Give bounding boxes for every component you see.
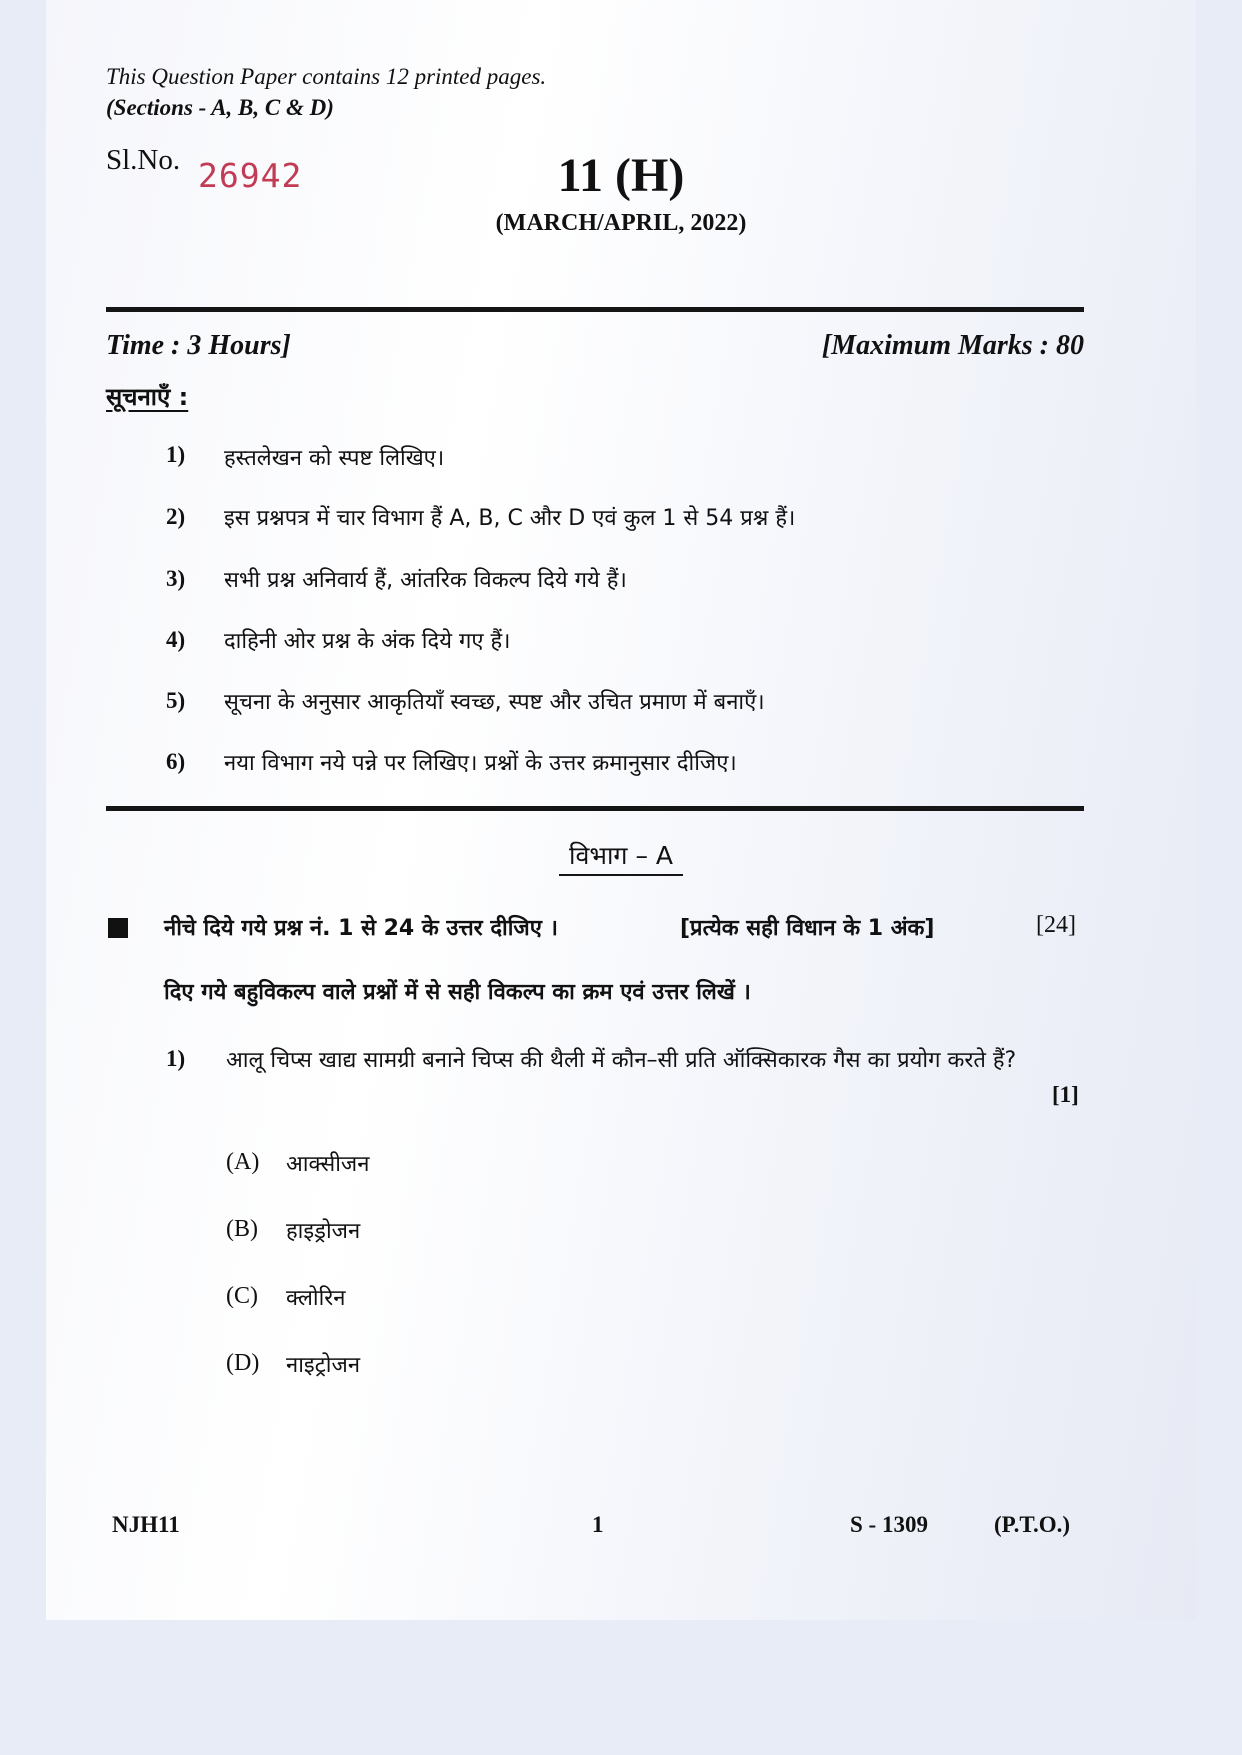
- option-text: हाइड्रोजन: [286, 1219, 361, 1244]
- instructions-title: सूचनाएँ :: [106, 383, 189, 411]
- pages-note: This Question Paper contains 12 printed pages.: [106, 64, 547, 89]
- instruction-number: 4): [166, 627, 186, 652]
- instructions-divider: [106, 806, 1084, 811]
- option-text: आक्सीजन: [286, 1152, 370, 1177]
- instruction-text: सूचना के अनुसार आकृतियाँ स्वच्छ, स्पष्ट और उचित प्रमाण में बनाएँ।: [224, 690, 765, 715]
- square-bullet-icon: [108, 918, 128, 938]
- question-number: 1): [166, 1046, 186, 1071]
- sections-note: (Sections - A, B, C & D): [106, 95, 334, 120]
- exam-session: (MARCH/APRIL, 2022): [495, 210, 747, 236]
- subject-code: 11 (H): [557, 149, 685, 202]
- option-letter: (B): [226, 1216, 258, 1242]
- instruction-text: दाहिनी ओर प्रश्न के अंक दिये गए हैं।: [224, 629, 511, 654]
- instruction-number: 3): [166, 566, 186, 591]
- instruction-number: 1): [166, 442, 186, 467]
- instruction-text: सभी प्रश्न अनिवार्य हैं, आंतरिक विकल्प दिये गये हैं।: [224, 568, 627, 593]
- series-code: S - 1309: [850, 1512, 928, 1537]
- section-total-marks: [24]: [1036, 912, 1076, 938]
- page-number: 1: [592, 1512, 604, 1537]
- marks-per-answer-note: [प्रत्येक सही विधान के 1 अंक]: [680, 916, 935, 941]
- section-a-title: [0, 838, 1242, 872]
- instruction-text: इस प्रश्नपत्र में चार विभाग हैं A, B, C और D एवं कुल 1 से 54 प्रश्न हैं।: [224, 506, 796, 531]
- time-allowed: Time : 3 Hours]: [106, 330, 291, 361]
- option-text: क्लोरिन: [286, 1286, 346, 1311]
- question-text: आलू चिप्स खाद्य सामग्री बनाने चिप्स की थैली में कौन–सी प्रति ऑक्सिकारक गैस का प्रयोग करते हैं?: [226, 1048, 1017, 1073]
- serial-number-label: Sl.No.: [106, 144, 181, 176]
- option-letter: (A): [226, 1149, 260, 1175]
- option-letter: (D): [226, 1350, 260, 1376]
- instruction-number: 6): [166, 749, 186, 774]
- paper-code: NJH11: [112, 1512, 180, 1537]
- section-direction: नीचे दिये गये प्रश्न नं. 1 से 24 के उत्तर दीजिए ।: [164, 916, 558, 941]
- section-a-title-text: विभाग – A: [559, 841, 683, 876]
- instruction-text: हस्तलेखन को स्पष्ट लिखिए।: [224, 446, 445, 471]
- header-divider: [106, 307, 1084, 312]
- instruction-number: 5): [166, 688, 186, 713]
- maximum-marks: [Maximum Marks : 80: [821, 330, 1084, 361]
- serial-number-stamp: 26942: [198, 156, 303, 195]
- question-marks: [1]: [1052, 1082, 1079, 1107]
- please-turn-over: (P.T.O.): [994, 1512, 1071, 1537]
- option-letter: (C): [226, 1283, 258, 1309]
- option-text: नाइट्रोजन: [286, 1353, 361, 1378]
- instruction-text: नया विभाग नये पन्ने पर लिखिए। प्रश्नों के उत्तर क्रमानुसार दीजिए।: [224, 751, 737, 776]
- section-direction-mcq: दिए गये बहुविकल्प वाले प्रश्नों में से सही विकल्प का क्रम एवं उत्तर लिखें ।: [164, 980, 751, 1005]
- instruction-number: 2): [166, 504, 186, 529]
